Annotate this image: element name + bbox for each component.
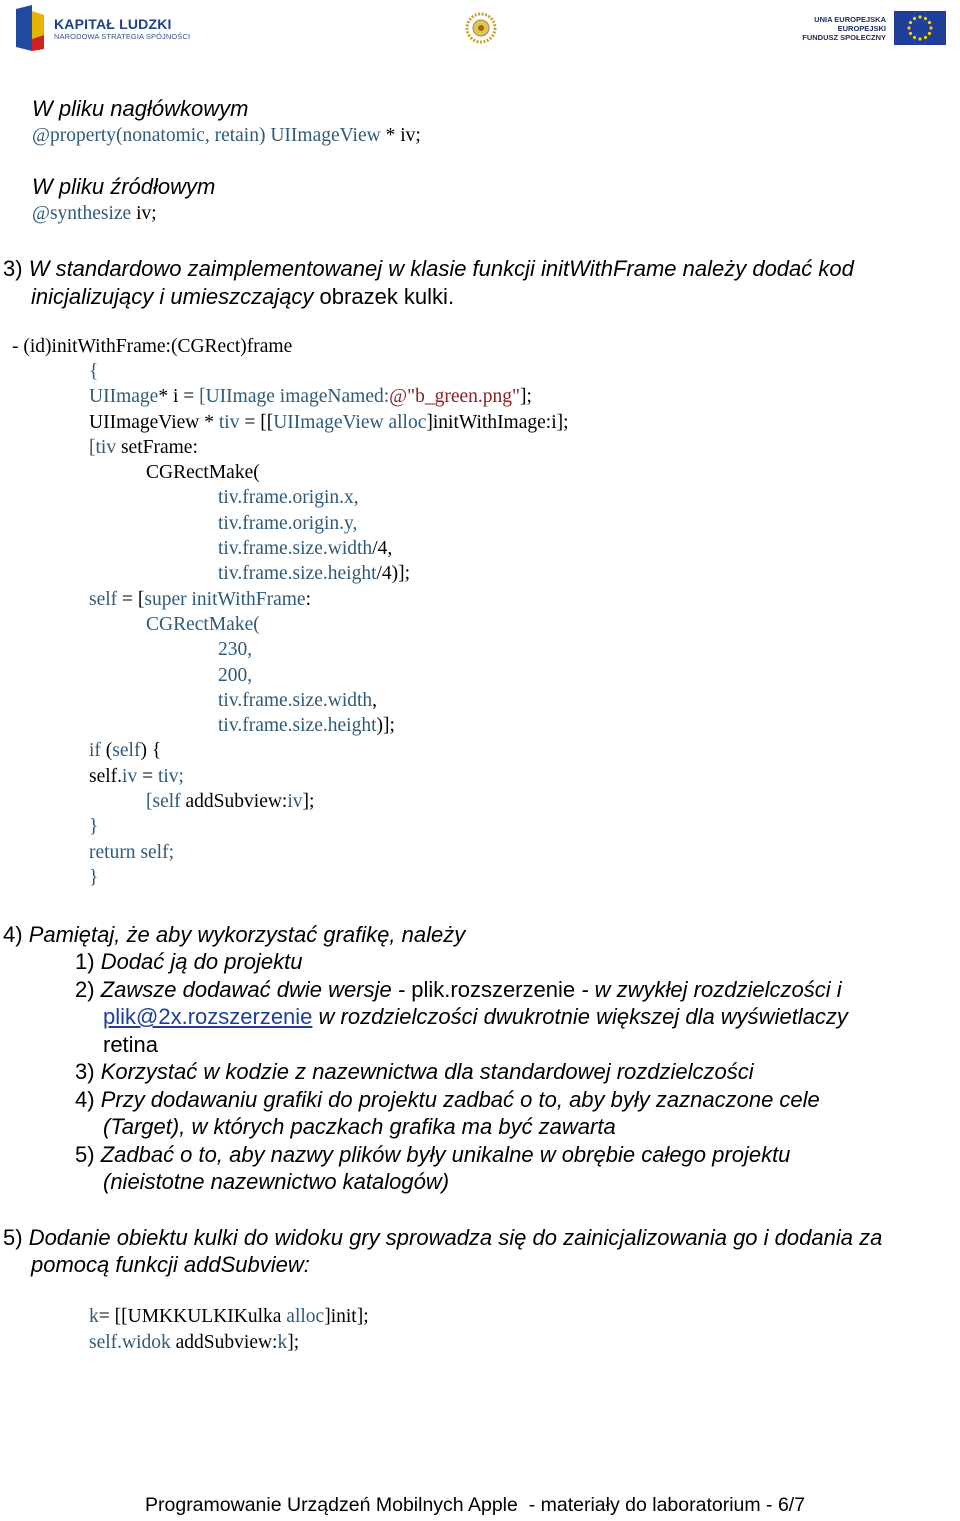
kapital-ludzki-title: KAPITAŁ LUDZKI: [54, 15, 172, 32]
code-line: 200,: [218, 665, 253, 686]
point5-line2: pomocą funkcji addSubview:: [31, 1252, 310, 1277]
code-line: 230,: [218, 639, 253, 660]
code-line: return self;: [89, 842, 175, 863]
eu-flag-icon: [894, 11, 946, 45]
eu-logo-line2: EUROPEJSKI: [837, 23, 886, 33]
eu-logo: [802, 10, 946, 46]
code-line: tiv.frame.size.height)];: [218, 715, 395, 736]
code-line: tiv.frame.size.height/4)];: [218, 563, 411, 584]
code-line: self = [super initWithFrame:: [89, 589, 311, 610]
code-line: [tiv setFrame:: [89, 437, 198, 458]
code-line: - (id)initWithFrame:(CGRect)frame: [12, 336, 293, 357]
source-file-code: @synthesize iv;: [32, 203, 157, 224]
point3-line1: 3) W standardowo zaimplementowanej w klasie funkcji initWithFrame należy dodać kod: [3, 256, 854, 281]
list-item: 1) Dodać ją do projektu: [75, 949, 303, 974]
page-header: [0, 0, 960, 60]
code-line: tiv.frame.origin.x,: [218, 487, 359, 508]
code-line: CGRectMake(: [146, 614, 260, 635]
header-file-label: W pliku nagłówkowym: [32, 96, 249, 121]
code-line: self.widok addSubview:k];: [89, 1332, 300, 1353]
kapital-ludzki-subtitle: NARODOWA STRATEGIA SPÓJNOŚCI: [54, 31, 191, 41]
code-line: tiv.frame.size.width/4,: [218, 538, 393, 559]
emblem-icon: [465, 12, 497, 44]
code-line: }: [89, 867, 99, 888]
list-item-cont: (Target), w których paczkach grafika ma być zawarta: [103, 1114, 616, 1139]
code-line: }: [89, 816, 99, 837]
code-line: tiv.frame.origin.y,: [218, 513, 358, 534]
point3-line2: inicjalizujący i umieszczający obrazek kulki.: [31, 284, 455, 309]
code-line: UIImageView * tiv = [[UIImageView alloc]initWithImage:i];: [89, 412, 569, 433]
list-item: 3) Korzystać w kodzie z nazewnictwa dla standardowej rozdzielczości: [75, 1059, 754, 1084]
code-line: {: [89, 361, 99, 382]
point5-line1: 5) Dodanie obiektu kulki do widoku gry sprowadza się do zainicjalizowania go i dodania za: [3, 1225, 883, 1250]
eu-logo-line1: UNIA EUROPEJSKA: [814, 14, 886, 24]
code-line: k= [[UMKKULKIKulka alloc]init];: [89, 1306, 369, 1327]
code-line: [self addSubview:iv];: [146, 791, 315, 812]
plik-2x-link[interactable]: plik@2x.rozszerzenie: [103, 1004, 313, 1029]
code-line: UIImage* i = [UIImage imageNamed:@"b_green.png"];: [89, 386, 532, 407]
list-item: 4) Przy dodawaniu grafiki do projektu zadbać o to, aby były zaznaczone cele: [75, 1087, 820, 1112]
kapital-ludzki-logo: [14, 4, 190, 52]
eu-logo-line3: FUNDUSZ SPOŁECZNY: [802, 32, 886, 42]
list-item: 2) Zawsze dodawać dwie wersje - plik.rozszerzenie - w zwykłej rozdzielczości i: [75, 977, 842, 1002]
list-item-cont: retina: [103, 1032, 159, 1057]
page-footer: Programowanie Urządzeń Mobilnych Apple - materiały do laboratorium - 6/7: [145, 1494, 806, 1516]
point4-title: 4) Pamiętaj, że aby wykorzystać grafikę, należy: [3, 922, 466, 947]
code-line: CGRectMake(: [146, 462, 260, 483]
code-line: self.iv = tiv;: [89, 766, 184, 787]
source-file-label: W pliku źródłowym: [32, 174, 216, 199]
code-line: tiv.frame.size.width,: [218, 690, 378, 711]
kapital-ludzki-mark-icon: [14, 5, 46, 51]
list-item-cont: plik@2x.rozszerzenie w rozdzielczości dwukrotnie większej dla wyświetlaczy: [103, 1004, 848, 1029]
header-file-code: @property(nonatomic, retain) UIImageView * iv;: [32, 125, 421, 146]
list-item-cont: (nieistotne nazewnictwo katalogów): [103, 1169, 450, 1194]
code-line: if (self) {: [89, 740, 162, 761]
list-item: 5) Zadbać o to, aby nazwy plików były unikalne w obrębie całego projektu: [75, 1142, 791, 1167]
